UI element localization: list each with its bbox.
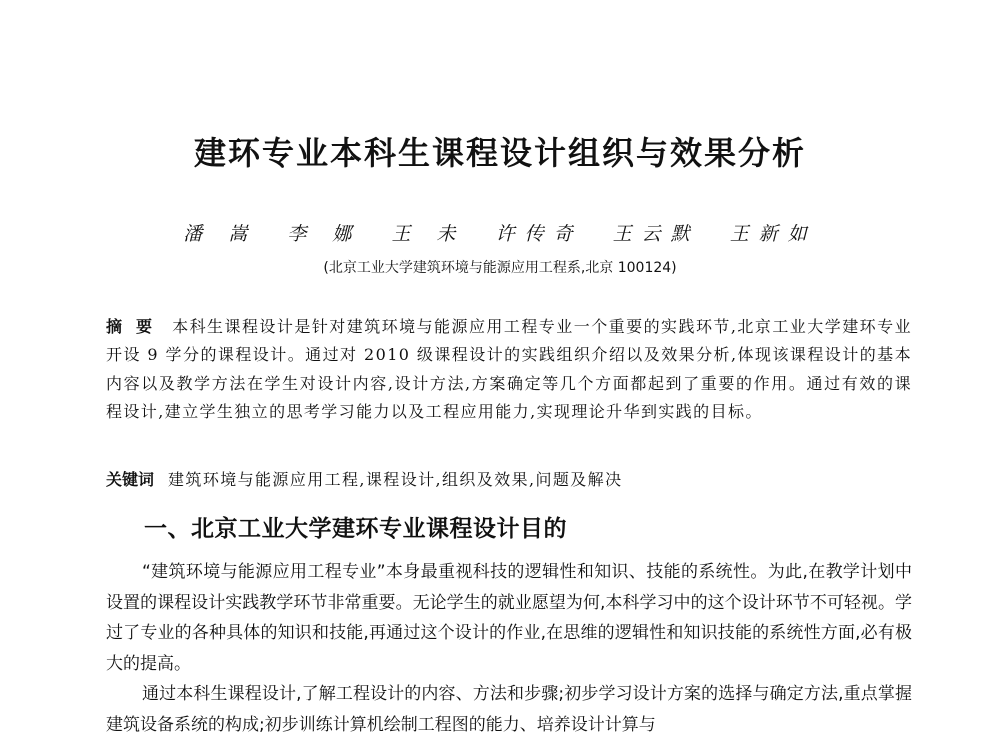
author-name: 王 未 (391, 223, 466, 245)
abstract (106, 313, 912, 427)
keywords-label: 关键词 (106, 470, 155, 489)
author-affiliation: (北京工业大学建筑环境与能源应用工程系,北京 100124) (323, 260, 677, 276)
body-paragraph: 通过本科生课程设计,了解工程设计的内容、方法和步骤;初步学习设计方案的选择与确定方法,重点掌握建筑设备系统的构成;初步训练计算机绘制工程图的能力、培养设计计算与 (106, 684, 912, 735)
author-name: 潘 嵩 (183, 223, 258, 245)
author-list (0, 219, 1000, 246)
author-name: 王新如 (729, 223, 817, 245)
keywords-text: 建筑环境与能源应用工程,课程设计,组织及效果,问题及解决 (168, 470, 623, 489)
author-name: 王云默 (612, 223, 700, 245)
keywords (106, 467, 912, 490)
author-name: 许传奇 (495, 223, 583, 245)
abstract-label: 摘要 (106, 317, 167, 336)
abstract-text: 本科生课程设计是针对建筑环境与能源应用工程专业一个重要的实践环节,北京工业大学建环专业开设 9 学分的课程设计。通过对 2010 级课程设计的实践组织介绍以及效果分析,体现该课程设计的基本内容以及教学方法在学生对设计内容,设计方法,方案确定等几个方面都起到了重要的作用。通过有效的课程设计,建立学生独立的思考学习能力以及工程应用能力,实现理论升华到实践的目标。 (106, 317, 912, 422)
author-name: 李 娜 (287, 223, 362, 245)
paper-title: 建环专业本科生课程设计组织与效果分析 (193, 134, 806, 172)
body-paragraph: “建筑环境与能源应用工程专业”本身最重视科技的逻辑性和知识、技能的系统性。为此,在教学计划中设置的课程设计实践教学环节非常重要。无论学生的就业愿望为何,本科学习中的这个设计环节不可轻视。学过了专业的各种具体的知识和技能,再通过这个设计的作业,在思维的逻辑性和知识技能的系统性方面,必有极大的提高。 (106, 562, 912, 674)
section-heading: 一、北京工业大学建环专业课程设计目的 (144, 516, 567, 542)
